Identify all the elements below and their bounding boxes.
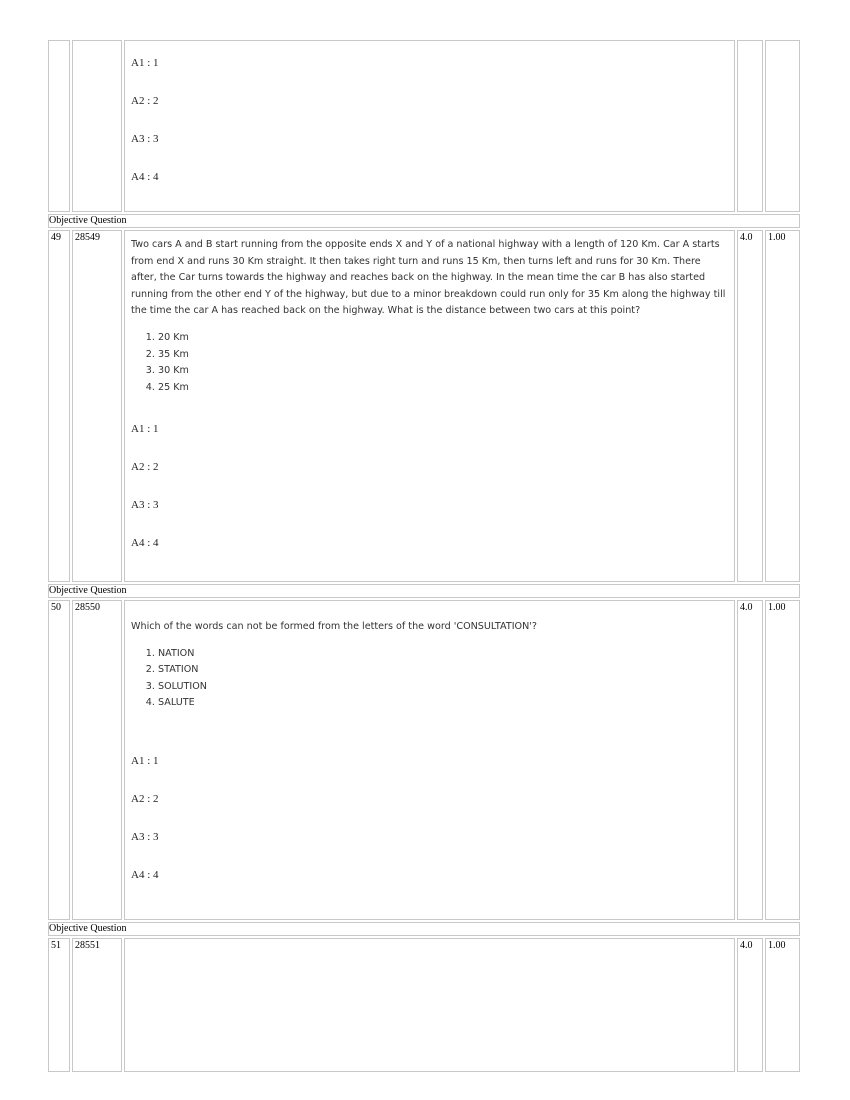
question-type-header: [48, 922, 800, 936]
option-item: 1. NATION: [158, 646, 728, 663]
answer-option-1: A1 : 1: [131, 423, 159, 436]
question-row: [48, 600, 800, 920]
question-number: 51: [48, 938, 70, 1072]
question-id: 28550: [72, 600, 122, 920]
question-number-cell: [48, 40, 70, 212]
question-content-cell: [124, 40, 735, 212]
question-type-label: Objective Question: [48, 922, 800, 936]
prev-question-row: [48, 40, 800, 212]
marks-value: 4.0: [737, 600, 763, 920]
question-type-header: [48, 214, 800, 228]
marks-value: 4.0: [737, 230, 763, 582]
question-id: 28549: [72, 230, 122, 582]
option-item: 3. SOLUTION: [158, 679, 728, 696]
answer-option-4: A4 : 4: [131, 171, 159, 183]
question-number: 49: [48, 230, 70, 582]
answer-option-3: A3 : 3: [131, 499, 159, 512]
question-id: 28551: [72, 938, 122, 1072]
question-type-label: Objective Question: [48, 214, 800, 228]
negative-marks-value: 1.00: [765, 600, 800, 920]
answer-option-2: A2 : 2: [131, 95, 159, 107]
answer-option-2: A2 : 2: [131, 461, 159, 474]
question-text: Which of the words can not be formed from the letters of the word 'CONSULTATION'?: [131, 621, 538, 632]
question-type-label: Objective Question: [48, 584, 800, 598]
option-item: 4. SALUTE: [158, 695, 728, 712]
question-content-cell: [124, 938, 735, 1072]
negative-marks-value: 1.00: [765, 230, 800, 582]
question-row: [48, 230, 800, 582]
question-content-cell: [124, 600, 735, 920]
answer-option-3: A3 : 3: [131, 830, 159, 843]
option-item: 2. 35 Km: [158, 347, 728, 364]
answer-option-3: A3 : 3: [131, 133, 159, 145]
question-paper: [46, 38, 800, 1060]
question-number: 50: [48, 600, 70, 920]
negative-marks-cell: [765, 40, 800, 212]
options-list: [131, 330, 728, 396]
option-item: 4. 25 Km: [158, 380, 728, 397]
question-content-cell: [124, 230, 735, 582]
question-text: Two cars A and B start running from the opposite ends X and Y of a national highway with a length of 120 Km. Car A starts from end X and runs 30 Km straight. It then takes right turn and runs 15 Km, then turns left and runs for 30 Km. There after, the Car turns towards the highway and reaches back on the highway. In the mean time the car B has also started running from the other end Y of the highway, but due to a minor breakdown could run only for 35 Km along the highway till the time the car A has reached back on the highway. What is the distance between two cars at this point?: [131, 239, 726, 317]
negative-marks-value: 1.00: [765, 938, 800, 1072]
marks-cell: [737, 40, 763, 212]
question-id-cell: [72, 40, 122, 212]
question-type-header: [48, 584, 800, 598]
marks-value: 4.0: [737, 938, 763, 1072]
answer-option-4: A4 : 4: [131, 868, 159, 881]
question-table: [46, 38, 802, 1074]
options-list: [131, 646, 728, 712]
answer-option-2: A2 : 2: [131, 792, 159, 805]
option-item: 3. 30 Km: [158, 363, 728, 380]
answer-option-1: A1 : 1: [131, 754, 159, 767]
option-item: 2. STATION: [158, 662, 728, 679]
answer-option-4: A4 : 4: [131, 537, 159, 550]
option-item: 1. 20 Km: [158, 330, 728, 347]
answer-option-1: A1 : 1: [131, 57, 159, 69]
question-row: [48, 938, 800, 1072]
